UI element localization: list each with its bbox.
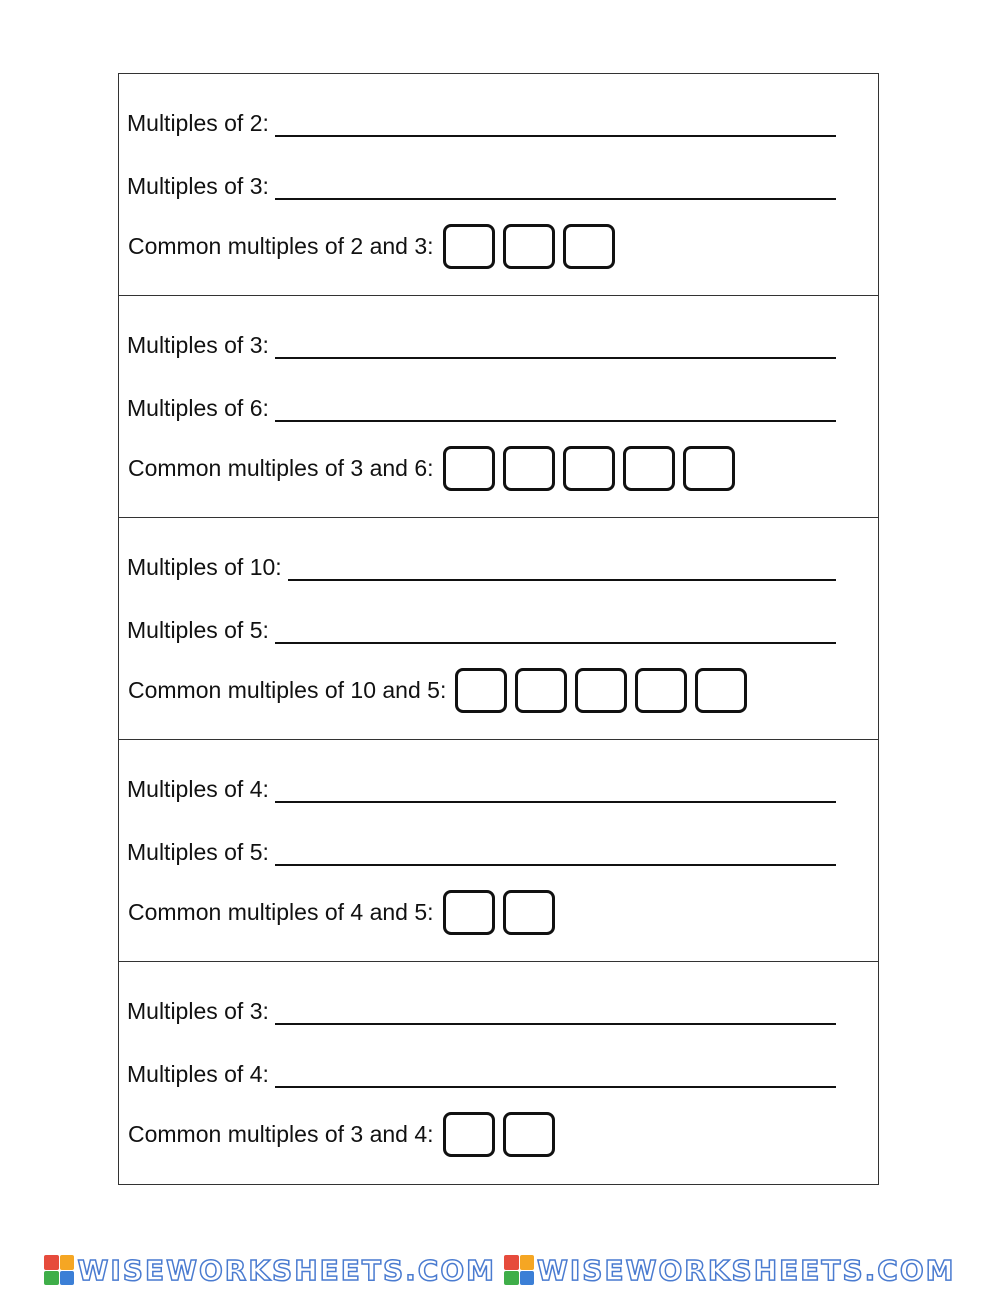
multiples-row <box>127 839 836 866</box>
logo-mark-icon <box>504 1255 534 1285</box>
answer-line[interactable] <box>288 557 836 581</box>
answer-box[interactable] <box>455 668 507 713</box>
exercise-section-4 <box>119 740 878 962</box>
answer-box[interactable] <box>503 890 555 935</box>
common-multiples-row <box>128 668 747 713</box>
answer-box[interactable] <box>443 446 495 491</box>
multiples-row <box>127 998 836 1025</box>
multiples-row <box>127 776 836 803</box>
footer-watermark <box>0 1252 1000 1288</box>
answer-box[interactable] <box>503 446 555 491</box>
exercise-section-1 <box>119 74 878 296</box>
answer-boxes <box>455 668 747 713</box>
wiseworksheets-logo <box>44 1254 496 1287</box>
multiples-label: Multiples of 4: <box>127 776 269 802</box>
answer-line[interactable] <box>275 176 836 200</box>
answer-line[interactable] <box>275 1001 836 1025</box>
multiples-label: Multiples of 5: <box>127 839 269 865</box>
multiples-row <box>127 617 836 644</box>
answer-line[interactable] <box>275 398 836 422</box>
answer-box[interactable] <box>623 446 675 491</box>
multiples-label: Multiples of 4: <box>127 1061 269 1087</box>
answer-box[interactable] <box>443 224 495 269</box>
answer-line[interactable] <box>275 1064 836 1088</box>
answer-box[interactable] <box>515 668 567 713</box>
common-multiples-row <box>128 1112 555 1157</box>
answer-line[interactable] <box>275 779 836 803</box>
logo-mark-icon <box>44 1255 74 1285</box>
common-multiples-label: Common multiples of 3 and 6: <box>128 455 434 481</box>
multiples-label: Multiples of 3: <box>127 998 269 1024</box>
multiples-label: Multiples of 6: <box>127 395 269 421</box>
multiples-label: Multiples of 5: <box>127 617 269 643</box>
answer-line[interactable] <box>275 620 836 644</box>
answer-boxes <box>443 890 555 935</box>
answer-box[interactable] <box>443 1112 495 1157</box>
multiples-label: Multiples of 3: <box>127 332 269 358</box>
common-multiples-label: Common multiples of 10 and 5: <box>128 677 447 703</box>
answer-box[interactable] <box>635 668 687 713</box>
answer-box[interactable] <box>683 446 735 491</box>
answer-line[interactable] <box>275 335 836 359</box>
common-multiples-row <box>128 446 735 491</box>
answer-box[interactable] <box>503 224 555 269</box>
multiples-label: Multiples of 10: <box>127 554 282 580</box>
wordmark: WISEWORKSHEETS.COM <box>77 1253 496 1287</box>
answer-box[interactable] <box>503 1112 555 1157</box>
multiples-label: Multiples of 3: <box>127 173 269 199</box>
common-multiples-label: Common multiples of 2 and 3: <box>128 233 434 259</box>
answer-line[interactable] <box>275 113 836 137</box>
worksheet-table <box>118 73 879 1185</box>
exercise-section-3 <box>119 518 878 740</box>
answer-box[interactable] <box>575 668 627 713</box>
answer-line[interactable] <box>275 842 836 866</box>
common-multiples-label: Common multiples of 4 and 5: <box>128 899 434 925</box>
multiples-row <box>127 173 836 200</box>
exercise-section-2 <box>119 296 878 518</box>
common-multiples-label: Common multiples of 3 and 4: <box>128 1121 434 1147</box>
common-multiples-row <box>128 224 615 269</box>
answer-box[interactable] <box>695 668 747 713</box>
multiples-label: Multiples of 2: <box>127 110 269 136</box>
answer-boxes <box>443 446 735 491</box>
multiples-row <box>127 110 836 137</box>
multiples-row <box>127 395 836 422</box>
multiples-row <box>127 1061 836 1088</box>
answer-boxes <box>443 224 615 269</box>
answer-box[interactable] <box>563 446 615 491</box>
answer-boxes <box>443 1112 555 1157</box>
wiseworksheets-logo <box>504 1254 956 1287</box>
multiples-row <box>127 554 836 581</box>
common-multiples-row <box>128 890 555 935</box>
wordmark: WISEWORKSHEETS.COM <box>537 1253 956 1287</box>
answer-box[interactable] <box>563 224 615 269</box>
multiples-row <box>127 332 836 359</box>
exercise-section-5 <box>119 962 878 1184</box>
answer-box[interactable] <box>443 890 495 935</box>
